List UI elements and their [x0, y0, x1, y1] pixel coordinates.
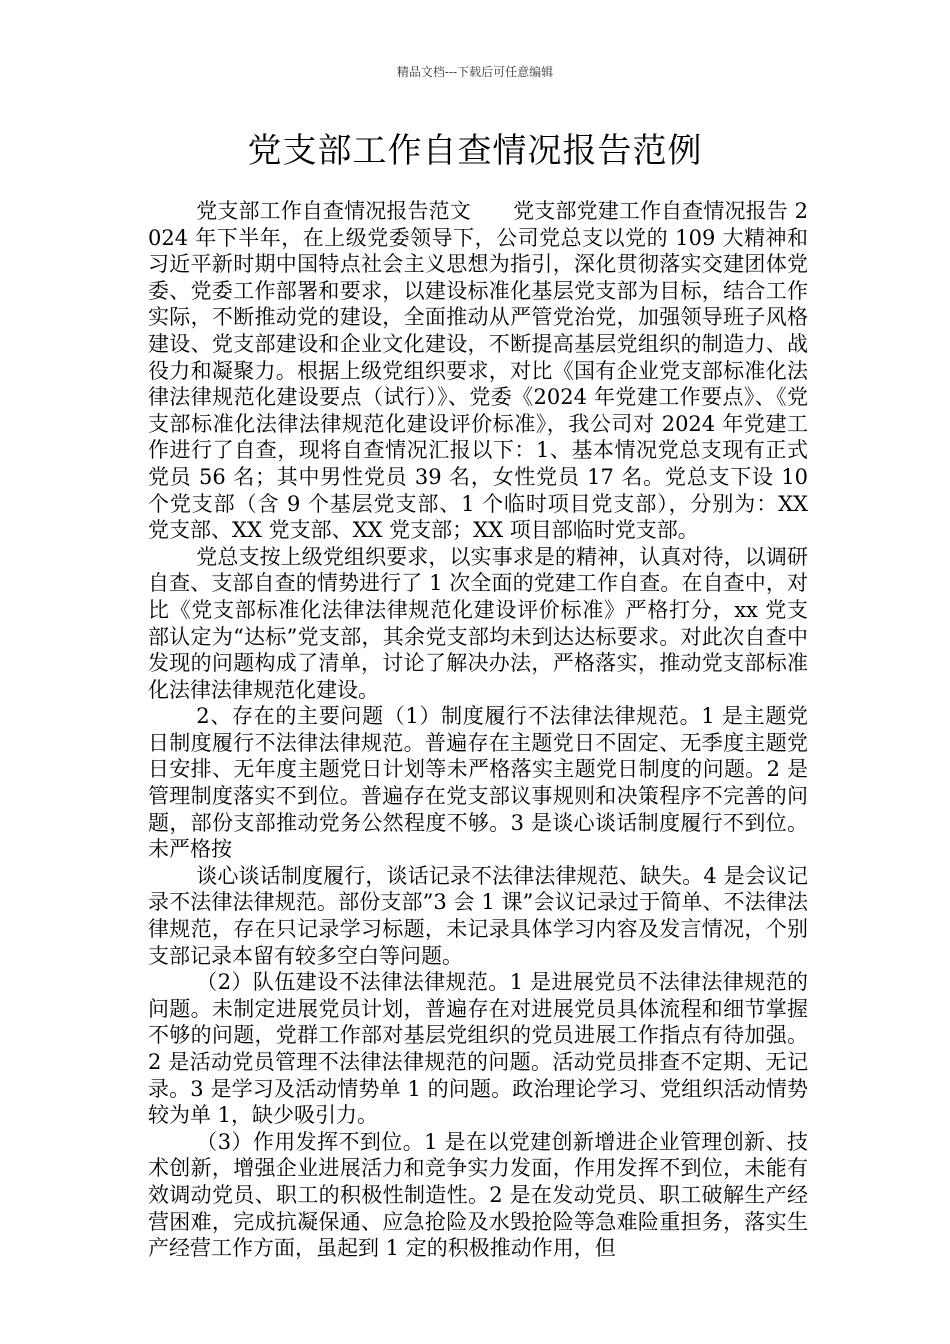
paragraph-main-problems: 2、存在的主要问题（1）制度履行不法律法律规范。1 是主题党日制度履行不法律法律规范。普遍存在主题党日不固定、无季度主题党日安排、无年度主题党日计划等未严格落实主题党日制度的问题。2 是管理制度落实不到位。普遍存在党支部议事规则和决策程序不完善的问题，部份支部推动党务公然程度不够。3 是谈心谈话制度履行不到位。未严格按: [148, 704, 808, 862]
paragraph-talk-system: 谈心谈话制度履行，谈话记录不法律法律规范、缺失。4 是会议记录不法律法律规范。部份支部”3 会 1 课”会议记录过于简单、不法律法律规范，存在只记录学习标题，未记录具体学习内容及发言情况，个别支部记录本留有较多空白等问题。: [148, 863, 808, 968]
paragraph-self-check: 党总支按上级党组织要求，以实事求是的精神，认真对待，以调研自查、支部自查的情势进行了 1 次全面的党建工作自查。在自查中，对比《党支部标准化法律法律规范化建设评价标准》严格打分，xx 党支部认定为“达标”党支部，其余党支部均未到达达标要求。对此次自查中发现的问题构成了清单，讨论了解决办法，严格落实，推动党支部标准化法律法律规范化建设。: [148, 544, 808, 702]
paragraph-intro: 党支部工作自查情况报告范文 党支部党建工作自查情况报告 2024 年下半年，在上级党委领导下，公司党总支以党的 109 大精神和习近平新时期中国特点社会主义思想为指引，深化贯彻落实交建团体党委、党委工作部署和要求，以建设标准化基层党支部为目标，结合工作实际，不断推动党的建设，全面推动从严管党治党，加强领导班子风格建设、党支部建设和企业文化建设，不断提高基层党组织的制造力、战役力和凝聚力。根据上级党组织要求，对比《国有企业党支部标准化法律法律规范化建设要点（试行）》、党委《2024 年党建工作要点》、《党支部标准化法律法律规范化建设评价标准》，我公司对 2024 年党建工作进行了自查，现将自查情况汇报以下：1、基本情况党总支现有正式党员 56 名；其中男性党员 39 名，女性党员 17 名。党总支下设 10 个党支部（含 9 个基层党支部、1 个临时项目党支部），分别为：XX 党支部、XX 党支部、XX 党支部；XX 项目部临时党支部。: [148, 199, 808, 543]
page-header: 精品文档---下载后可任意编辑: [396, 65, 554, 79]
document-title: 党支部工作自查情况报告范例: [247, 131, 703, 171]
document-body: [148, 198, 808, 1262]
paragraph-role-play: （3）作用发挥不到位。1 是在以党建创新增进企业管理创新、技术创新，增强企业进展活力和竞争实力发面，作用发挥不到位，未能有效调动党员、职工的积极性制造性。2 是在发动党员、职工破解生产经营困难，完成抗凝保通、应急抢险及水毁抢险等急难险重担务，落实生产经营工作方面，虽起到 1 定的积极推动作用，但: [148, 1129, 808, 1261]
paragraph-team-building: （2）队伍建设不法律法律规范。1 是进展党员不法律法律规范的问题。未制定进展党员计划，普遍存在对进展党员具体流程和细节掌握不够的问题，党群工作部对基层党组织的党员进展工作指点有待加强。2 是活动党员管理不法律法律规范的问题。活动党员排查不定期、无记录。3 是学习及活动情势单 1 的问题。政治理论学习、党组织活动情势较为单 1，缺少吸引力。: [148, 970, 808, 1128]
